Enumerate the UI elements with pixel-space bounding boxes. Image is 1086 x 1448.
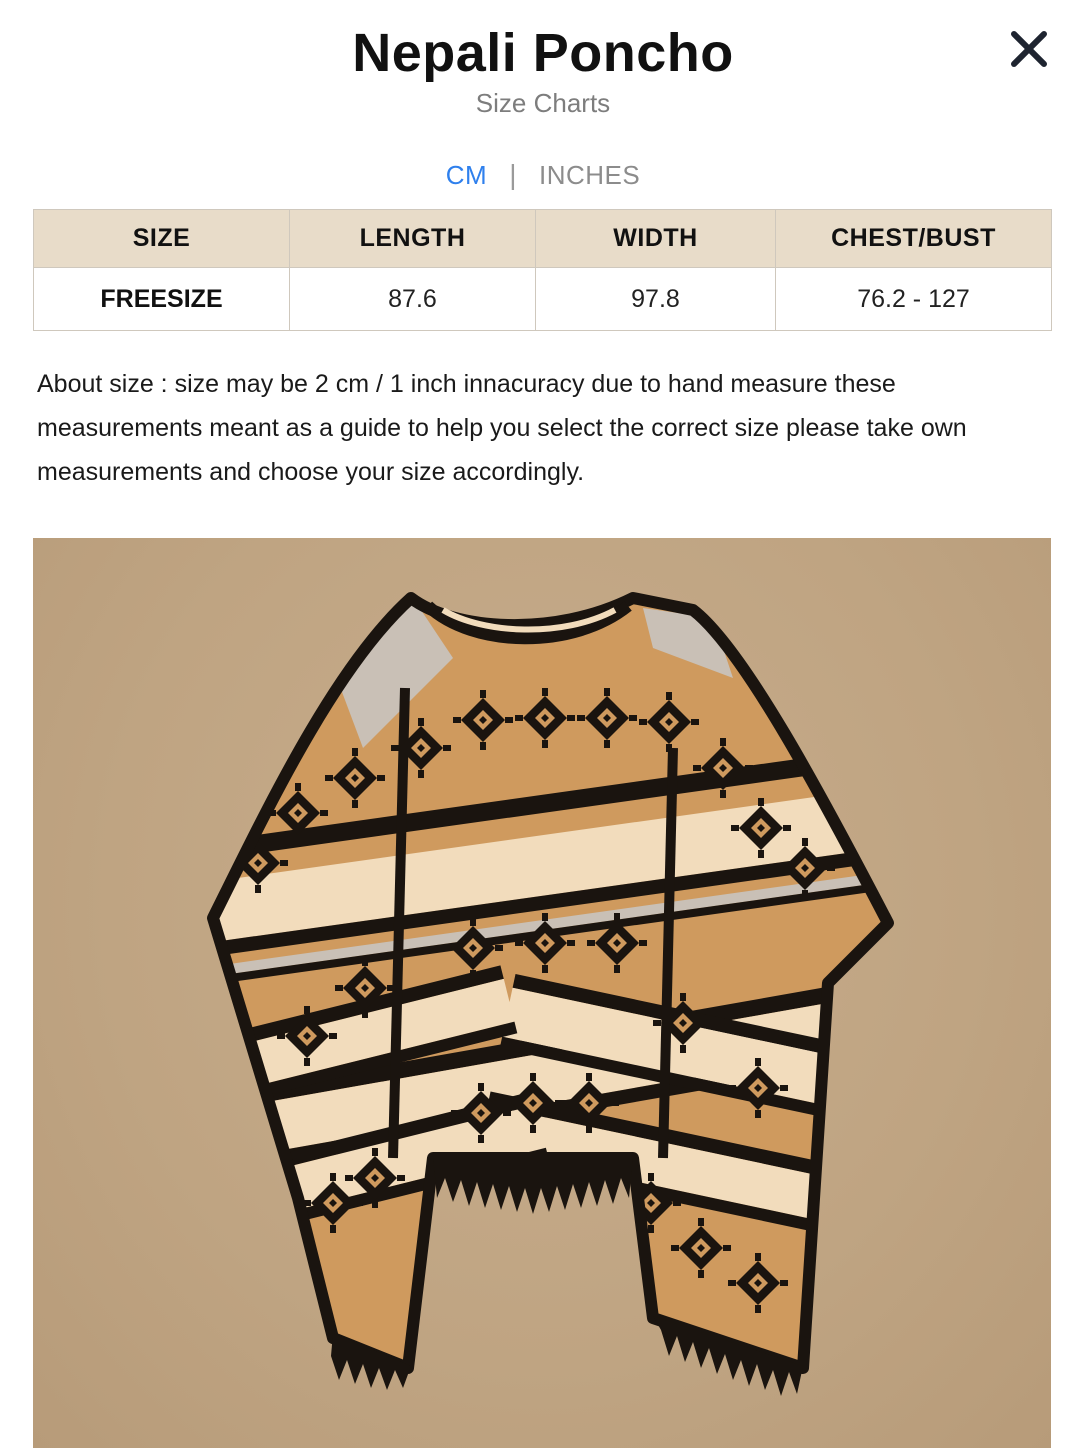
product-image xyxy=(33,538,1051,1448)
close-icon xyxy=(1006,26,1052,72)
page-title: Nepali Poncho xyxy=(352,23,734,83)
unit-separator: | xyxy=(509,159,517,191)
cell-size: FREESIZE xyxy=(34,268,290,331)
column-header-length: LENGTH xyxy=(290,210,536,268)
table-header-row xyxy=(34,210,1052,268)
page-subtitle: Size Charts xyxy=(475,88,611,118)
size-chart-table xyxy=(33,209,1052,331)
unit-toggle xyxy=(0,158,1086,191)
cell-width: 97.8 xyxy=(536,268,776,331)
table-row xyxy=(34,268,1052,331)
modal-header xyxy=(0,0,1086,140)
poncho-illustration xyxy=(33,538,1051,1448)
column-header-size: SIZE xyxy=(34,210,290,268)
unit-cm-button[interactable]: CM xyxy=(445,159,488,190)
column-header-width: WIDTH xyxy=(536,210,776,268)
close-button[interactable] xyxy=(1006,26,1052,72)
about-size-note: About size : size may be 2 cm / 1 inch innacuracy due to hand measure these measurements meant as a guide to help you select the correct size please take own measurements and choose your size accordingly. xyxy=(37,370,967,486)
cell-length: 87.6 xyxy=(290,268,536,331)
column-header-chest-bust: CHEST/BUST xyxy=(776,210,1052,268)
unit-inches-button[interactable]: INCHES xyxy=(538,159,641,190)
cell-chest-bust: 76.2 - 127 xyxy=(776,268,1052,331)
